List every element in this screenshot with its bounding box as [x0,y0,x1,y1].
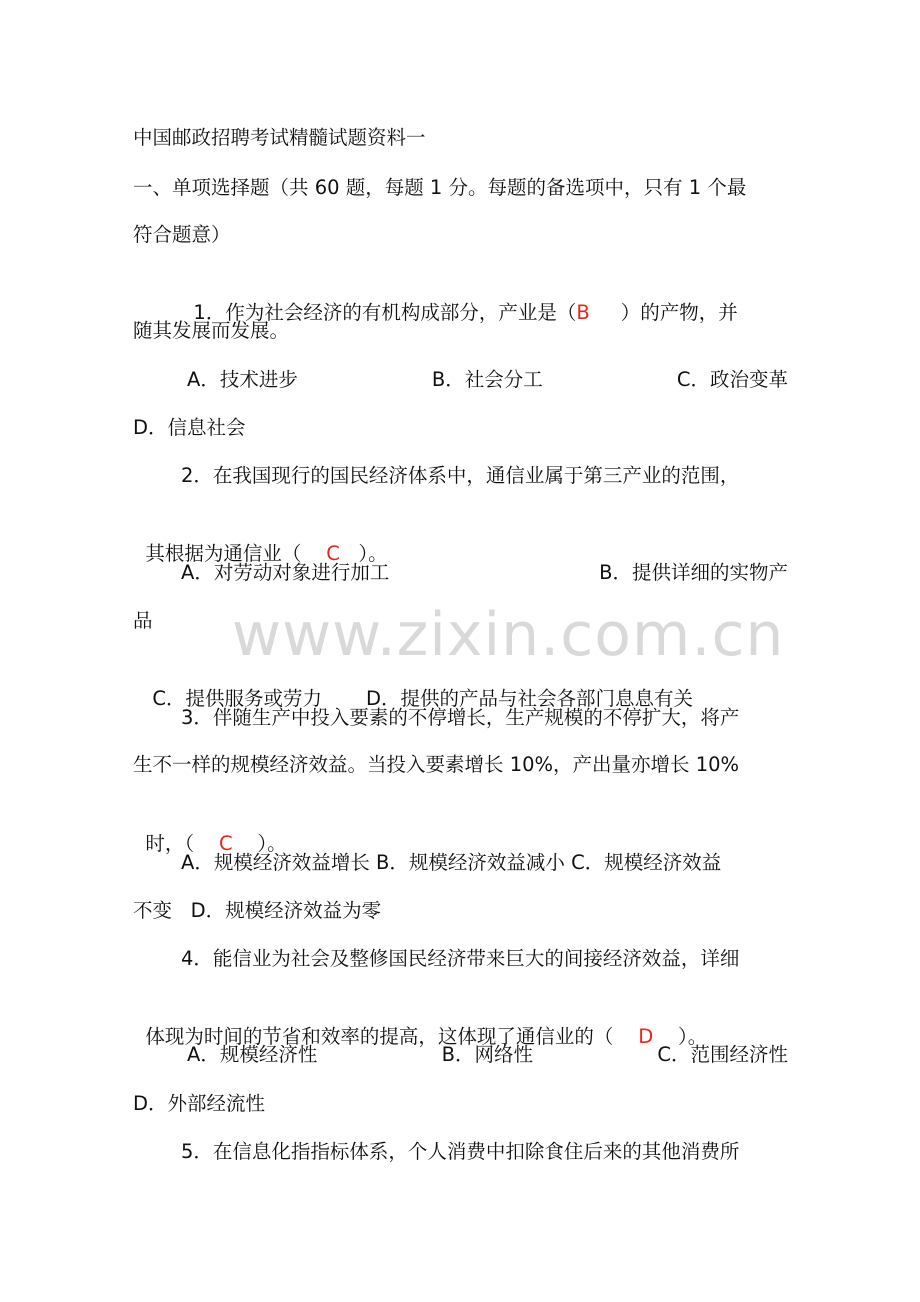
question-stem-text: ）。 [232,832,287,855]
section-heading: 一、单项选择题（共 60 题，每题 1 分。每题的备选项中，只有 1 个最 [133,176,747,199]
option-b: B．网络性 [441,1043,534,1066]
question-stem-text: 时，（ [145,832,219,855]
question-stem-text: ）。 [653,1025,708,1048]
answer-mark: C [326,542,340,565]
question-stem-text: ）。 [339,542,388,565]
question-4-options [187,1040,788,1070]
option-b: B．提供详细的实物产 [599,561,788,584]
option-d: D．提供的产品与社会各部门息息有关 [366,687,694,710]
question-2-options [181,558,788,588]
option-c: C．范围经济性 [657,1043,788,1066]
question-3-options: A．规模经济效益增长 B．规模经济效益减小 C．规模经济效益 [181,851,722,874]
question-3-options-cont: 不变 D．规模经济效益为零 [133,899,382,922]
option-b-cont: 品 [133,609,153,632]
question-stem-text: 其根据为通信业（ [145,542,327,565]
question-1-options [187,365,788,395]
option-a: A．技术进步 [187,368,298,391]
question-1-stem-cont: 随其发展而发展。 [133,319,290,342]
answer-mark: C [218,832,233,855]
question-stem-text: 体现为时间的节省和效率的提高，这体现了通信业的（ [145,1025,639,1048]
question-3-stem: 3．伴随生产中投入要素的不停增长，生产规模的不停扩大，将产 [181,706,740,729]
answer-mark: B [576,301,590,324]
option-a: A．规模经济性 [187,1043,318,1066]
option-a: A．对劳动对象进行加工 [181,561,390,584]
document-title: 中国邮政招聘考试精髓试题资料一 [133,126,426,149]
question-stem-text: 1．作为社会经济的有机构成部分，产业是（ [193,301,577,324]
answer-mark: D [638,1025,654,1048]
option-c: C．政治变革 [676,368,788,391]
question-4-stem: 4．能信业为社会及整修国民经济带来巨大的间接经济效益，详细 [181,947,740,970]
question-2-stem: 2．在我国现行的国民经济体系中，通信业属于第三产业的范围， [181,464,740,487]
option-d: D．外部经流性 [133,1092,266,1115]
option-b: B．社会分工 [431,368,543,391]
watermark: www.zixin.com.cn [232,600,785,670]
question-3-stem-cont: 生不一样的规模经济效益。当投入要素增长 10%，产出量亦增长 10% [133,753,740,776]
question-5-stem: 5．在信息化指指标体系，个人消费中扣除食住后来的其他消费所 [181,1140,740,1163]
question-stem-text: ）的产物，并 [589,301,738,324]
section-heading-cont: 符合题意） [133,223,231,246]
option-d: D．信息社会 [133,416,246,439]
option-c: C．提供服务或劳力 [152,687,323,710]
